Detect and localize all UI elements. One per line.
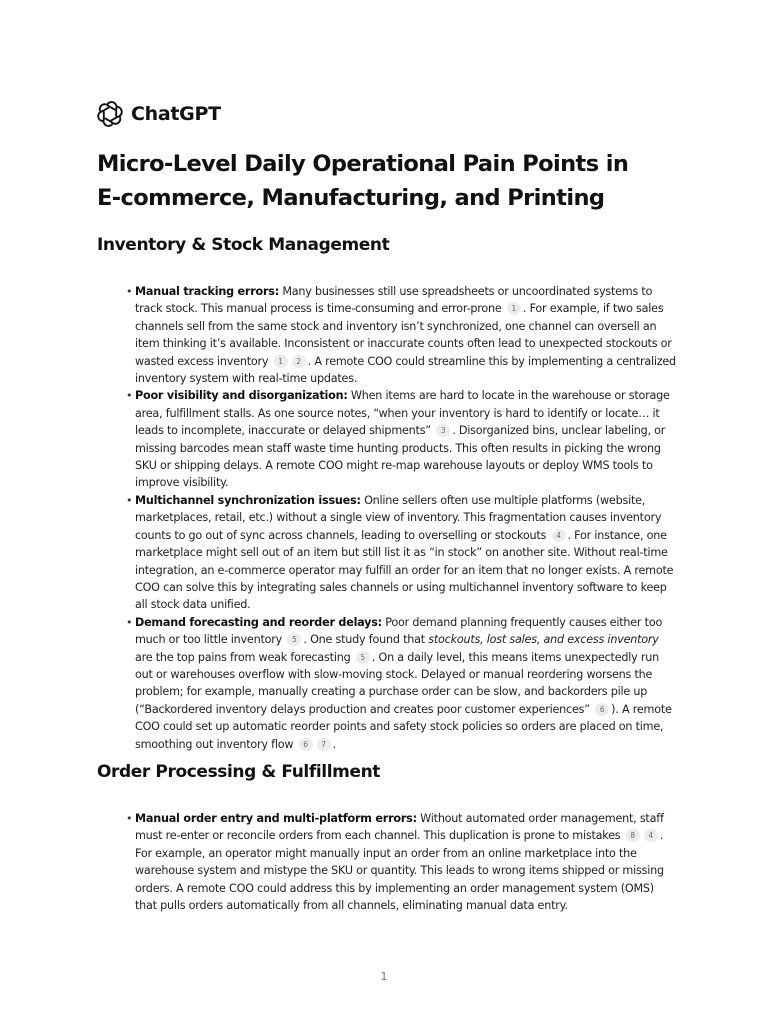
citation-badge[interactable]: 8 — [626, 829, 640, 842]
bullet-lead: Manual order entry and multi-platform errors: — [135, 812, 417, 825]
citation-badge[interactable]: 2 — [292, 355, 306, 368]
citation-badge[interactable]: 1 — [274, 355, 288, 368]
bullet-text: . On a daily level, this means items unexpectedly run out or warehouses overflow with slow-moving stock. Delayed or manual reordering worsens the problem; for example, manually creating a purchase order can be slow, and backorders pile up (“Backordered inventory delays production and creates poor customer experiences” — [135, 650, 659, 716]
bullet-lead: Manual tracking errors: — [135, 285, 279, 298]
bullet-lead: Poor visibility and disorganization: — [135, 389, 348, 403]
citation-badge[interactable]: 6 — [595, 703, 609, 716]
bullet-text: Many businesses still use spreadsheets or uncoordinated systems to track stock. This manual process is time-consuming and error-prone — [135, 285, 653, 316]
citation-badge[interactable]: 7 — [317, 738, 331, 751]
bullet-item — [97, 283, 677, 387]
section-order-processing — [97, 760, 677, 914]
bullet-text: When items are hard to locate in the warehouse or storage area, fulfillment stalls. As one source notes, “when your inventory is hard to identify or locate… it leads to incomplete, inaccurate or delayed shipments” — [135, 389, 670, 438]
citation-badge[interactable]: 3 — [436, 424, 450, 437]
bullet-text: . — [332, 737, 336, 751]
bullet-list — [97, 810, 677, 914]
bullet-item — [97, 614, 677, 753]
bullet-item — [97, 387, 677, 491]
citation-badge[interactable]: 4 — [552, 529, 566, 542]
bullet-text: . Disorganized bins, unclear labeling, or missing barcodes mean staff waste time hunting products. This often results in picking the wrong SKU or shipping delays. A remote COO might re-map warehouse layouts or deploy WMS tools to improve visibility. — [135, 424, 666, 490]
bullet-text: ). A remote COO could set up automatic reorder points and safety stock policies so orders are placed on time, smoothing out inventory flow — [135, 702, 672, 751]
section-heading: Inventory & Stock Management — [97, 235, 390, 255]
citation-badge[interactable]: 4 — [644, 829, 658, 842]
emphasis-text: stockouts, lost sales, and excess inventory — [428, 633, 659, 647]
bullet-text: . For instance, one marketplace might sell out of an item but still list it as “in stock” on another site. Without real-time integration, an e-commerce operator may fulfill an order for an item that no longer exists. A remote COO can solve this by integrating sales channels or using multichannel inventory software to keep all stock data unified. — [135, 528, 674, 612]
bullet-text: . A remote COO could streamline this by implementing a centralized inventory system with real-time updates. — [135, 354, 676, 386]
bullet-text: Without automated order management, staff must re-enter or reconcile orders from each channel. This duplication is prone to mistakes — [135, 812, 664, 843]
bullet-text: . One study found that — [303, 633, 429, 647]
bullet-lead: Demand forecasting and reorder delays: — [135, 615, 382, 629]
section-heading: Order Processing & Fulfillment — [97, 762, 381, 782]
citation-badge[interactable]: 1 — [507, 302, 521, 315]
section-inventory — [97, 233, 677, 753]
citation-badge[interactable]: 5 — [287, 633, 301, 646]
page-number: 1 — [380, 970, 388, 983]
bullet-text: . For example, an operator might manually input an order from an online marketplace into the warehouse system and mistype the SKU or quantity. This leads to wrong items shipped or missing orders. A remote COO could address this by implementing an order management system (OMS) that pulls orders automatically from all channels, eliminating manual data entry. — [135, 829, 664, 913]
bullet-item — [97, 492, 677, 614]
document-title: Micro-Level Daily Operational Pain Points in E-commerce, Manufacturing, and Printing — [97, 151, 629, 211]
bullet-text: are the top pains from weak forecasting — [135, 650, 354, 664]
bullet-item — [97, 810, 677, 914]
citation-badge[interactable]: 5 — [356, 651, 370, 664]
citation-badge[interactable]: 6 — [299, 738, 313, 751]
brand-name: ChatGPT — [131, 103, 221, 125]
bullet-lead: Multichannel synchronization issues: — [135, 493, 361, 507]
bullet-text: . For example, if two sales channels sell from the same stock and inventory isn’t synchronized, one channel can oversell an item thinking it’s available. Inconsistent or inaccurate counts often lead to unexpected stockouts or wasted excess inventory — [135, 302, 672, 368]
bullet-text: Poor demand planning frequently causes either too much or too little inventory — [135, 615, 663, 647]
brand-header — [97, 100, 221, 128]
bullet-list — [97, 283, 677, 753]
bullet-text: Online sellers often use multiple platforms (website, marketplaces, retail, etc.) without a single view of inventory. This fragmentation causes inventory counts to go out of sync across channels, leading to overselling or stockouts — [135, 493, 662, 542]
openai-logo-icon — [97, 101, 123, 127]
